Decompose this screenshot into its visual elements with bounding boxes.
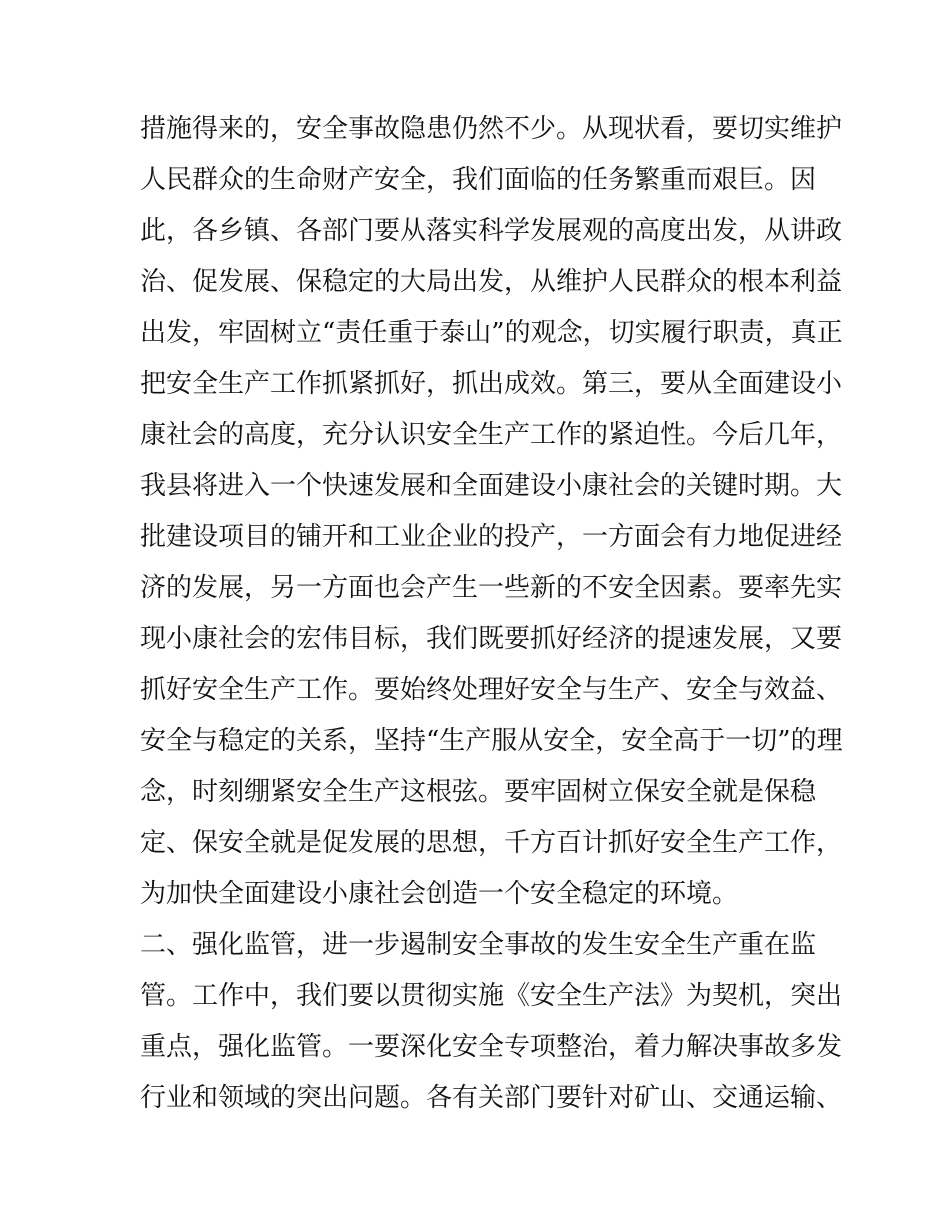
body-text — [140, 104, 843, 1124]
text-line: 批建设项目的铺开和工业企业的投产，一方面会有力地促进经 — [140, 522, 843, 552]
text-line: 定、保安全就是促发展的思想，千方百计抓好安全生产工作， — [140, 828, 843, 858]
text-line: 出发，牢固树立“责任重于泰山”的观念，切实履行职责，真正 — [140, 318, 843, 348]
text-line: 此，各乡镇、各部门要从落实科学发展观的高度出发，从讲政 — [140, 216, 843, 246]
text-line: 人民群众的生命财产安全，我们面临的任务繁重而艰巨。因 — [140, 165, 817, 195]
text-line: 为加快全面建设小康社会创造一个安全稳定的环境。 — [140, 879, 739, 909]
text-line: 安全与稳定的关系，坚持“生产服从安全，安全高于一切”的理 — [140, 726, 843, 756]
text-line: 康社会的高度，充分认识安全生产工作的紧迫性。今后几年， — [140, 420, 843, 450]
text-line: 行业和领域的突出问题。各有关部门要针对矿山、交通运输、 — [140, 1083, 843, 1113]
text-line: 抓好安全生产工作。要始终处理好安全与生产、安全与效益、 — [140, 675, 843, 705]
text-line: 我县将进入一个快速发展和全面建设小康社会的关键时期。大 — [140, 471, 843, 501]
text-line: 管。工作中，我们要以贯彻实施《安全生产法》为契机，突出 — [140, 981, 843, 1011]
text-line: 措施得来的，安全事故隐患仍然不少。从现状看，要切实维护 — [140, 114, 843, 144]
text-line: 念，时刻绷紧安全生产这根弦。要牢固树立保安全就是保稳 — [140, 777, 817, 807]
text-line: 济的发展，另一方面也会产生一些新的不安全因素。要率先实 — [140, 573, 843, 603]
text-line: 重点，强化监管。一要深化安全专项整治，着力解决事故多发 — [140, 1032, 843, 1062]
text-line: 治、促发展、保稳定的大局出发，从维护人民群众的根本利益 — [140, 267, 843, 297]
text-line: 把安全生产工作抓紧抓好，抓出成效。第三，要从全面建设小 — [140, 369, 843, 399]
text-line: 现小康社会的宏伟目标，我们既要抓好经济的提速发展，又要 — [140, 624, 843, 654]
section-heading-line: 二、强化监管，进一步遏制安全事故的发生安全生产重在监 — [140, 930, 817, 960]
